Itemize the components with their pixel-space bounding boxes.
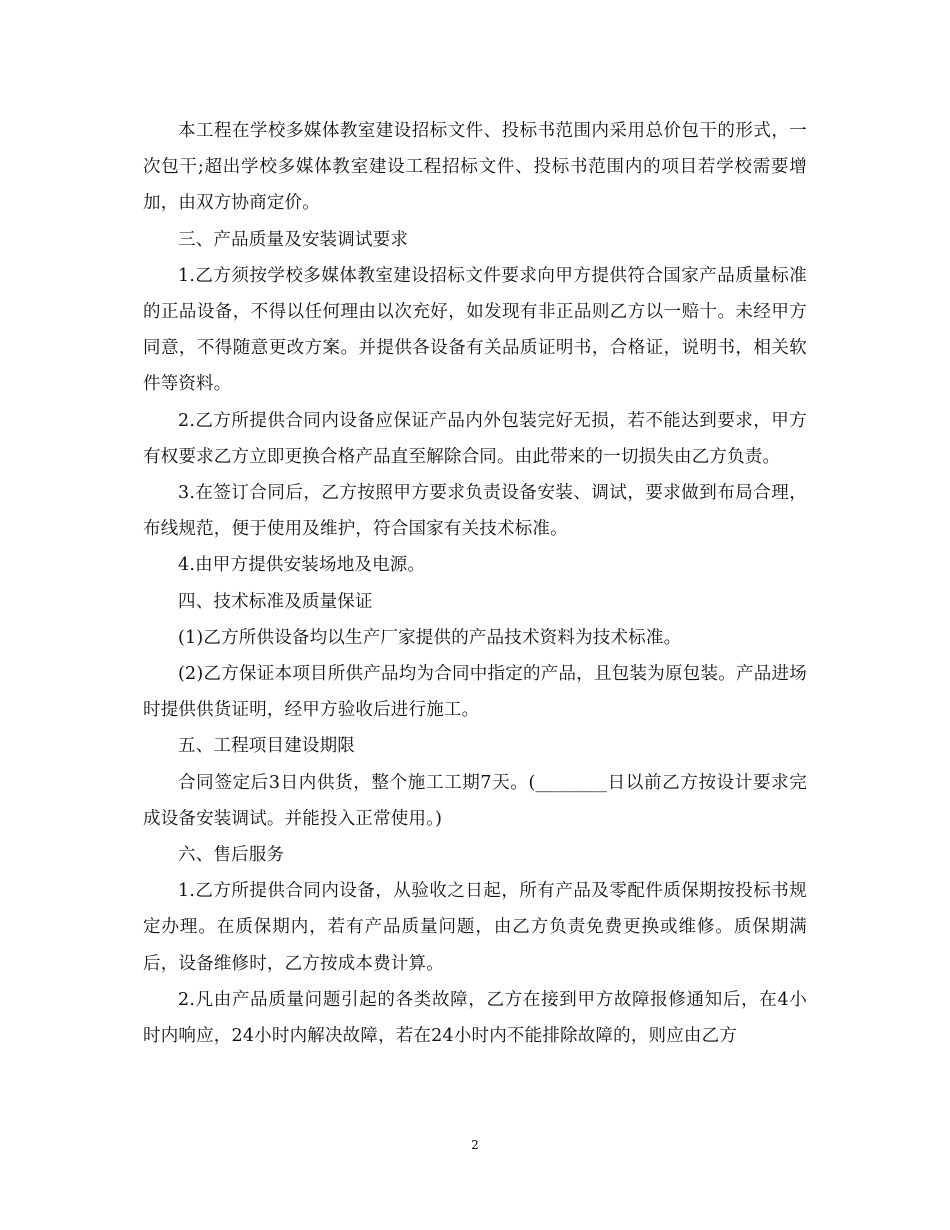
section-heading-schedule: 五、工程项目建设期限	[178, 736, 355, 757]
paragraph-quality-4: 4.由甲方提供安装场地及电源。	[178, 555, 426, 576]
page-number: 2	[471, 1138, 479, 1152]
paragraph-service-2: 2.凡由产品质量问题引起的各类故障，乙方在接到甲方故障报修通知后，在4小时内响应，24小时内解决故障，若在24小时内不能排除故障的，则应由乙方	[143, 989, 807, 1047]
paragraph-service-1: 1.乙方所提供合同内设备，从验收之日起，所有产品及零配件质保期按投标书规定办理。在质保期内，若有产品质量问题，由乙方负责免费更换或维修。质保期满后，设备维修时，乙方按成本费计算。	[143, 881, 807, 974]
paragraph-quality-2: 2.乙方所提供合同内设备应保证产品内外包装完好无损，若不能达到要求，甲方有权要求乙方立即更换合格产品直至解除合同。由此带来的一切损失由乙方负责。	[143, 410, 807, 467]
section-heading-service: 六、售后服务	[178, 845, 285, 866]
paragraph-schedule: 合同签定后3日内供货，整个施工工期7天。(________日以前乙方按设计要求完成设备安装调试。并能投入正常使用。)	[143, 772, 807, 829]
paragraph-pricing: 本工程在学校多媒体教室建设招标文件、投标书范围内采用总价包干的形式，一次包干;超出学校多媒体教室建设工程招标文件、投标书范围内的项目若学校需要增加，由双方协商定价。	[143, 121, 807, 214]
paragraph-standards-2: (2)乙方保证本项目所供产品均为合同中指定的产品，且包装为原包装。产品进场时提供供货证明，经甲方验收后进行施工。	[143, 664, 807, 721]
paragraph-quality-3: 3.在签订合同后，乙方按照甲方要求负责设备安装、调试，要求做到布局合理，布线规范，便于使用及维护，符合国家有关技术标准。	[143, 483, 807, 540]
paragraph-quality-1: 1.乙方须按学校多媒体教室建设招标文件要求向甲方提供符合国家产品质量标准的正品设备，不得以任何理由以次充好，如发现有非正品则乙方以一赔十。未经甲方同意，不得随意更改方案。并提供各设备有关品质证明书，合格证，说明书，相关软件等资料。	[143, 265, 807, 395]
section-heading-quality: 三、产品质量及安装调试要求	[178, 229, 409, 250]
document-body	[143, 113, 807, 1054]
paragraph-standards-1: (1)乙方所供设备均以生产厂家提供的产品技术资料为技术标准。	[178, 627, 682, 648]
section-heading-standards: 四、技术标准及质量保证	[178, 591, 373, 612]
